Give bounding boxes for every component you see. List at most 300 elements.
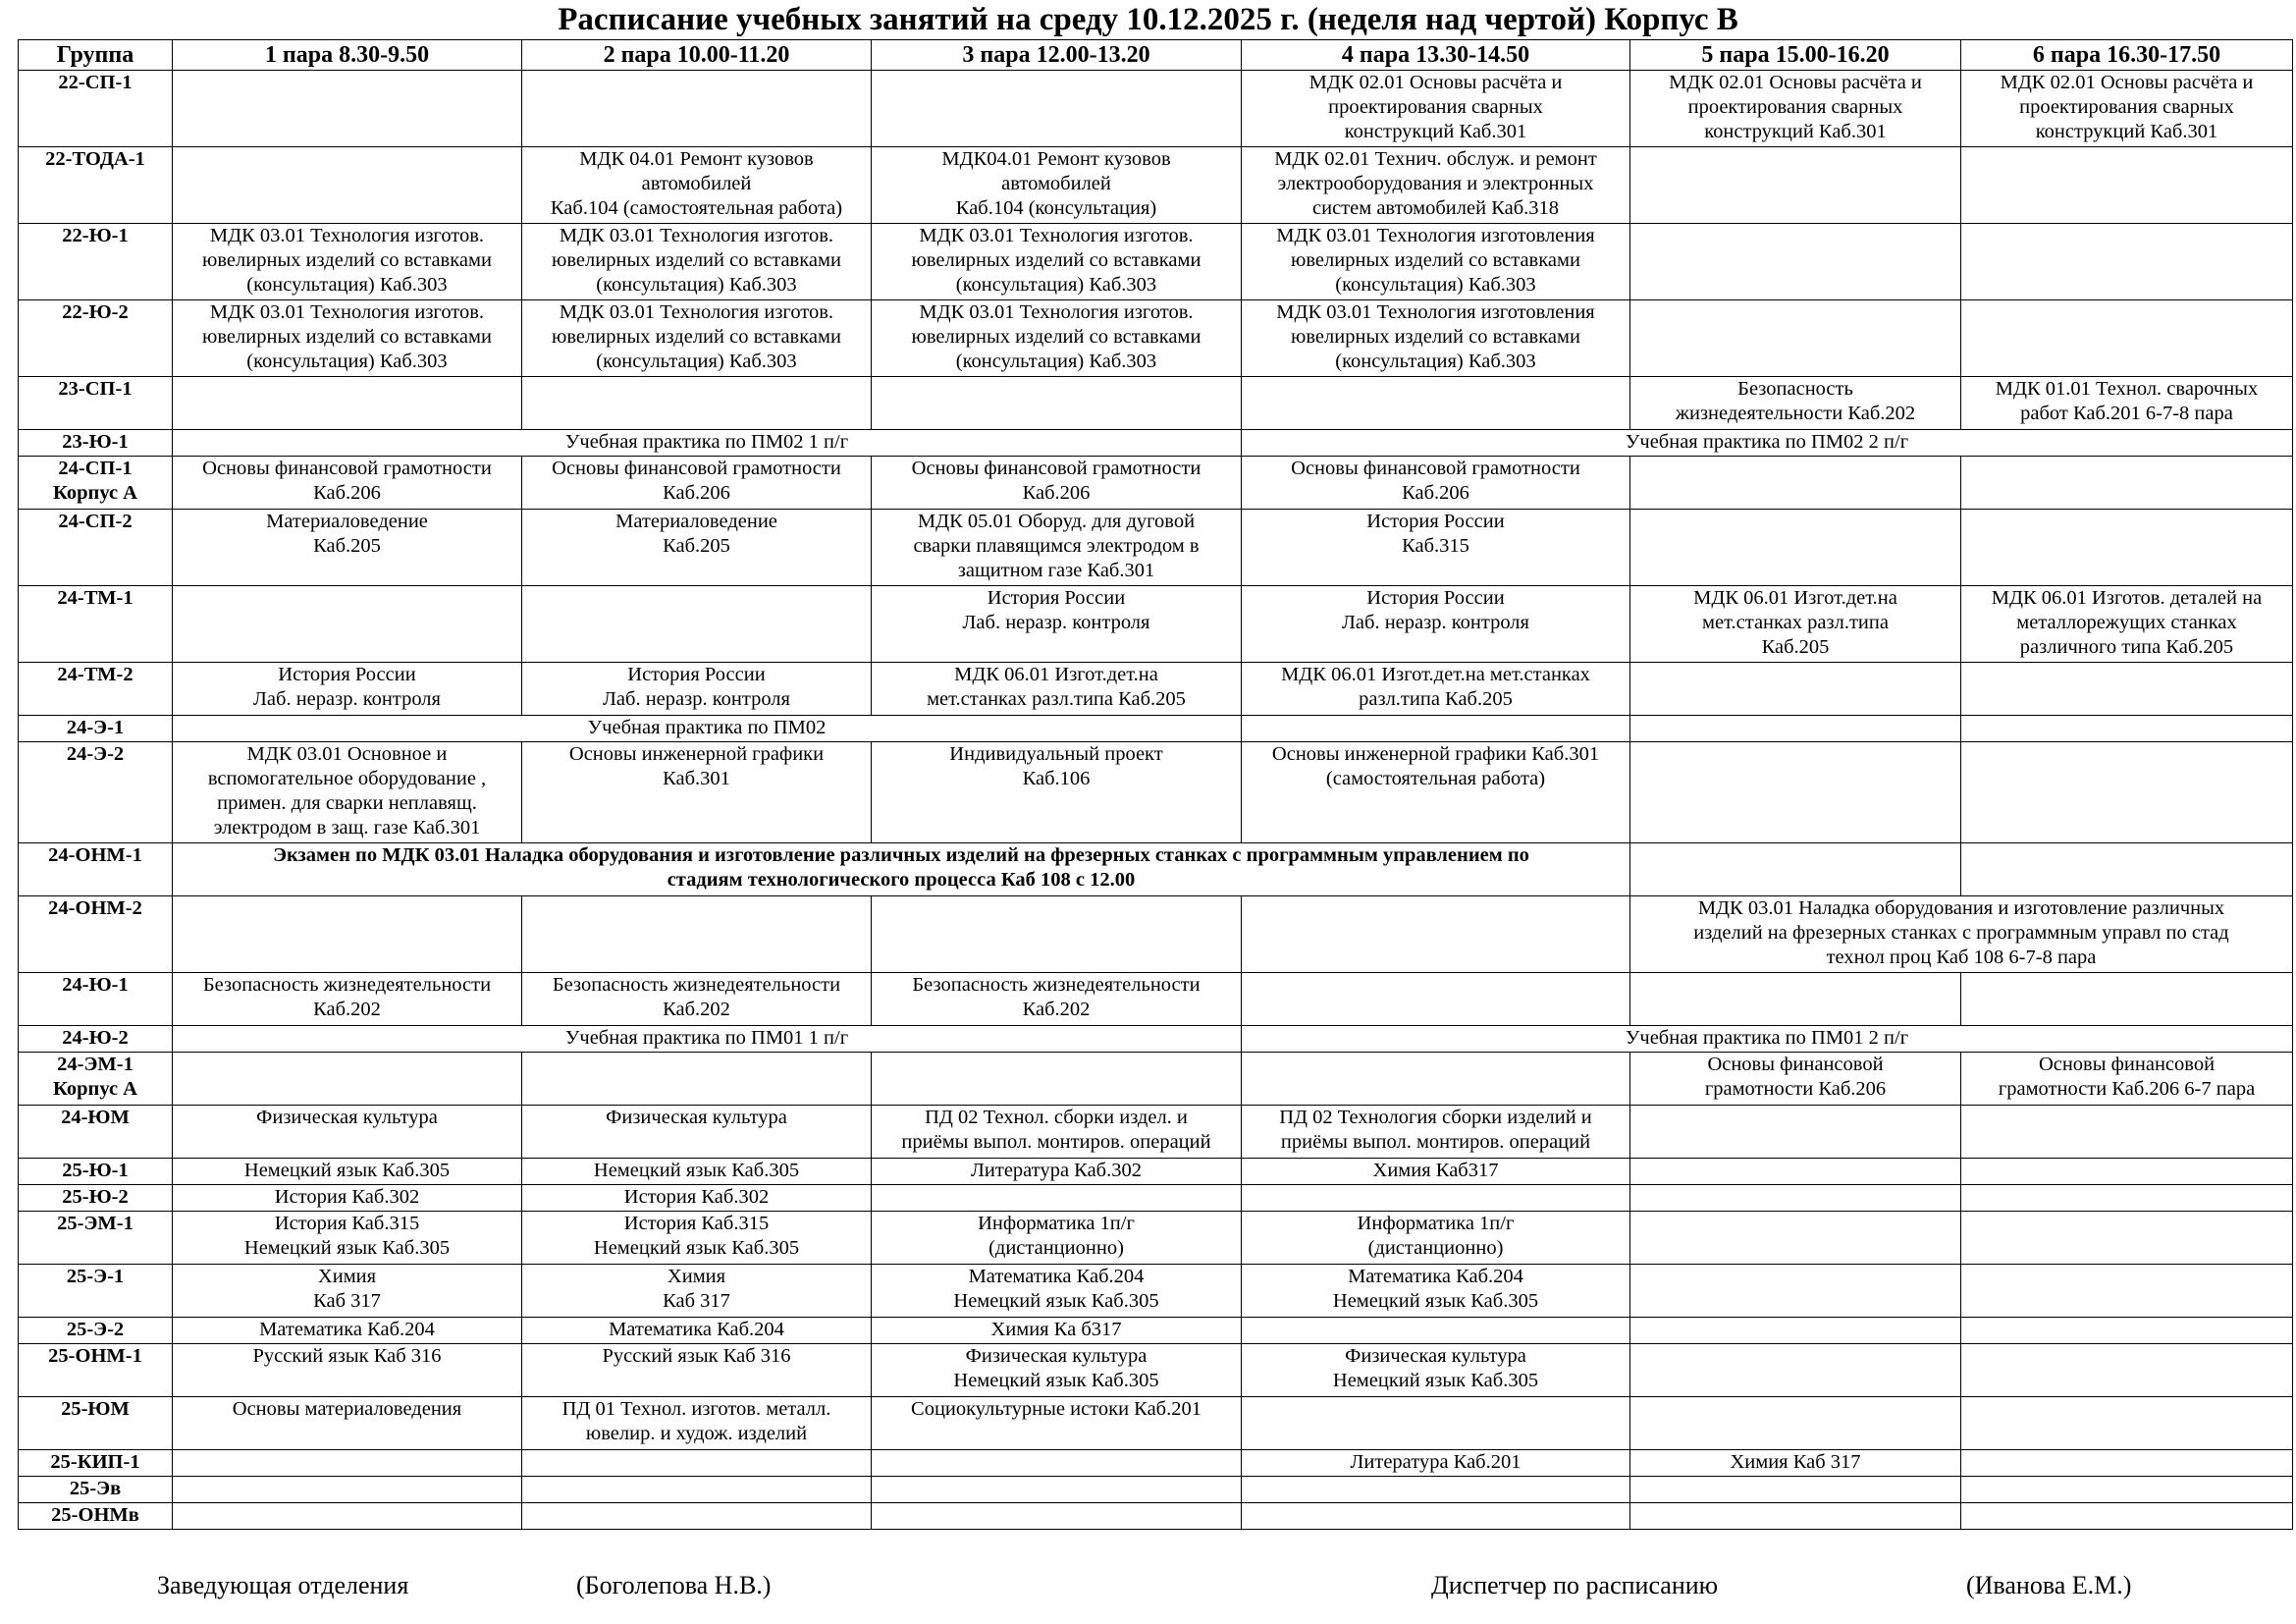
lesson-cell [872,1344,1242,1397]
lesson-text: металлорежущих станках [2016,612,2237,633]
lesson-cell [872,896,1242,973]
schedule-row [19,742,2293,843]
lesson-cell [173,377,522,430]
lesson-cell [173,71,522,147]
lesson-text: Химия [667,1266,726,1287]
group-label: 25-КИП-1 [50,1451,140,1473]
lesson-cell [522,1344,872,1397]
lesson-text: Литература Каб.302 [971,1160,1142,1181]
lesson-text: История Каб.302 [623,1186,770,1208]
group-label: 25-Эв [69,1478,122,1499]
lesson-text: (консультация) Каб.303 [246,351,448,372]
lesson-cell [1242,430,2293,457]
group-label: 25-Ю-2 [62,1186,129,1208]
lesson-text: ювелир. и худож. изделий [585,1423,808,1444]
lesson-text: История Каб.315 [623,1213,770,1234]
lesson-text: МДК 03.01 Технология изготов. [919,225,1194,246]
lesson-cell [872,377,1242,430]
lesson-text: Каб.202 [313,999,381,1020]
lesson-cell [522,1212,872,1265]
group-label: 24-Э-2 [66,743,125,765]
schedule-row [19,1106,2293,1159]
group-cell [19,300,173,377]
lesson-text: Физическая культура [256,1107,438,1128]
lesson-cell [173,457,522,510]
lesson-cell [872,586,1242,663]
lesson-text: ювелирных изделий со вставками [202,249,492,271]
group-cell [19,1106,173,1159]
lesson-text: Каб.206 [1022,482,1091,504]
lesson-cell [522,663,872,716]
lesson-text: Основы финансовой грамотности [552,458,841,479]
lesson-cell [1961,300,2293,377]
schedule-row [19,1397,2293,1450]
lesson-cell [1630,1212,1961,1265]
lesson-cell [522,71,872,147]
lesson-text: изделий на фрезерных станках с программным управл по стад [1693,922,2229,944]
lesson-text: История России [1366,511,1505,532]
lesson-text: МДК 03.01 Технология изготовления [1276,225,1595,246]
lesson-cell [173,973,522,1026]
lesson-text: автомобилей [641,173,752,194]
lesson-cell [522,1318,872,1344]
lesson-text: Основы инженерной графики Каб.301 [1271,743,1600,765]
lesson-text: Математика Каб.204 [1348,1266,1523,1287]
lesson-cell [173,1159,522,1185]
lesson-cell [872,510,1242,586]
lesson-cell [1242,1185,1630,1212]
lesson-text: Безопасность жизнедеятельности [552,974,841,996]
schedule-row [19,71,2293,147]
lesson-text: Информатика 1п/г [1357,1213,1515,1234]
lesson-cell [522,1265,872,1318]
lesson-cell [522,224,872,300]
group-label: 24-ЭМ-1 [57,1054,133,1075]
lesson-text: мет.станках разл.типа Каб.205 [927,688,1186,710]
lesson-cell [173,510,522,586]
schedule-row [19,1503,2293,1530]
header-group: Группа [19,40,173,71]
dispatcher-label: Диспетчер по расписанию [1431,1571,1719,1599]
schedule-row [19,896,2293,973]
group-cell [19,1159,173,1185]
lesson-cell [1961,1265,2293,1318]
lesson-cell [1961,663,2293,716]
lesson-text: работ Каб.201 6-7-8 пара [2020,403,2233,424]
lesson-text: Каб.206 [663,482,730,504]
group-cell [19,663,173,716]
header-period-4: 4 пара 13.30-14.50 [1242,40,1630,71]
lesson-text: ювелирных изделий со вставками [911,249,1201,271]
lesson-cell [1630,147,1961,224]
lesson-text: Основы финансовой [2038,1054,2216,1075]
lesson-text: Немецкий язык Каб.305 [593,1237,800,1259]
lesson-text: Химия Ка б317 [990,1319,1122,1340]
lesson-text: Математика Каб.204 [609,1319,784,1340]
lesson-text: МДК 03.01 Наладка оборудования и изготовление различных [1697,897,2225,919]
lesson-cell [173,1265,522,1318]
lesson-cell [522,1397,872,1450]
lesson-cell [173,1212,522,1265]
lesson-cell [1242,973,1630,1026]
lesson-text: грамотности Каб.206 [1704,1078,1887,1100]
lesson-cell [1242,1397,1630,1450]
group-cell [19,586,173,663]
lesson-cell [1961,510,2293,586]
lesson-text: проектирования сварных [2019,96,2234,118]
group-cell [19,1477,173,1503]
lesson-cell [1630,1450,1961,1477]
lesson-text: жизнедеятельности Каб.202 [1675,403,1916,424]
lesson-cell [1961,224,2293,300]
lesson-cell [522,147,872,224]
lesson-cell [1242,1053,1630,1106]
lesson-cell [173,1450,522,1477]
lesson-cell [1961,1477,2293,1503]
lesson-text: МДК 06.01 Изгот.дет.на [954,664,1158,685]
schedule-row [19,1026,2293,1053]
lesson-cell [173,1185,522,1212]
lesson-text: Учебная практика по ПМ02 2 п/г [1625,431,1909,453]
header-period-3: 3 пара 12.00-13.20 [872,40,1242,71]
lesson-cell [872,1053,1242,1106]
lesson-text: (самостоятельная работа) [1325,768,1546,789]
group-label: Корпус А [53,1078,137,1100]
lesson-cell [1242,1344,1630,1397]
lesson-cell [173,716,1242,742]
header-period-2: 2 пара 10.00-11.20 [522,40,872,71]
header-period-1: 1 пара 8.30-9.50 [173,40,522,71]
group-label: 24-Ю-2 [62,1027,129,1049]
lesson-text: (консультация) Каб.303 [1335,351,1536,372]
lesson-cell [173,1477,522,1503]
lesson-text: приёмы выпол. монтиров. операций [901,1131,1211,1153]
lesson-text: МДК 06.01 Изгот.дет.на [1693,587,1897,609]
lesson-text: МДК 03.01 Технология изготов. [919,301,1194,323]
schedule-row [19,716,2293,742]
schedule-row [19,1053,2293,1106]
schedule-row [19,457,2293,510]
lesson-cell [1242,663,1630,716]
lesson-cell [1242,224,1630,300]
lesson-cell [872,1318,1242,1344]
lesson-text: (дистанционно) [988,1237,1124,1259]
lesson-text: Каб.205 [313,535,381,557]
lesson-cell [1242,71,1630,147]
lesson-cell [1961,843,2293,896]
group-cell [19,224,173,300]
group-cell [19,742,173,843]
lesson-text: конструкций Каб.301 [2035,121,2218,142]
lesson-cell [872,300,1242,377]
lesson-text: История России [627,664,766,685]
lesson-text: Лаб. неразр. контроля [253,688,441,710]
lesson-text: МДК 02.01 Основы расчёта и [2000,72,2254,93]
lesson-text: Лаб. неразр. контроля [962,612,1150,633]
group-label: 24-ЮМ [61,1107,130,1128]
lesson-text: автомобилей [1001,173,1111,194]
lesson-cell [1630,1106,1961,1159]
lesson-text: конструкций Каб.301 [1344,121,1527,142]
lesson-cell [1961,742,2293,843]
lesson-cell [1961,1344,2293,1397]
lesson-text: Немецкий язык Каб.305 [1332,1290,1539,1312]
lesson-text: защитном газе Каб.301 [957,560,1155,581]
lesson-cell [1961,377,2293,430]
schedule-row [19,224,2293,300]
lesson-text: МДК 03.01 Основное и [246,743,448,765]
lesson-cell [522,300,872,377]
lesson-cell [173,1106,522,1159]
header-period-5: 5 пара 15.00-16.20 [1630,40,1961,71]
lesson-text: История России [1366,587,1505,609]
lesson-cell [1242,147,1630,224]
lesson-cell [1630,377,1961,430]
lesson-cell [1630,1053,1961,1106]
lesson-text: (консультация) Каб.303 [596,351,797,372]
group-label: 24-ТМ-2 [57,664,133,685]
lesson-cell [1242,586,1630,663]
lesson-text: (консультация) Каб.303 [596,274,797,296]
group-cell [19,71,173,147]
lesson-cell [872,663,1242,716]
schedule-row [19,1344,2293,1397]
lesson-cell [173,742,522,843]
lesson-cell [1242,1106,1630,1159]
group-label: 24-СП-1 [58,458,133,479]
schedule-row [19,510,2293,586]
lesson-cell [1242,300,1630,377]
lesson-cell [1630,742,1961,843]
lesson-cell [1630,1397,1961,1450]
lesson-text: Математика Каб.204 [968,1266,1145,1287]
lesson-cell [872,1450,1242,1477]
lesson-cell [1630,457,1961,510]
lesson-cell [1630,586,1961,663]
lesson-text: грамотности Каб.206 6-7 пара [1998,1078,2256,1100]
lesson-cell [1242,742,1630,843]
lesson-cell [522,377,872,430]
lesson-cell [173,300,522,377]
group-label: 24-ТМ-1 [57,587,133,609]
lesson-text: Каб.315 [1402,535,1469,557]
lesson-cell [1961,1503,2293,1530]
lesson-text: МДК 06.01 Изготов. деталей на [1991,587,2263,609]
group-label: 24-Ю-1 [62,974,129,996]
lesson-cell [1630,1477,1961,1503]
group-label: 23-СП-1 [58,378,133,400]
lesson-text: Экзамен по МДК 03.01 Наладка оборудования и изготовление различных изделий на фрезерных станках с программным управлением по [273,844,1529,866]
lesson-text: Каб.205 [1761,636,1830,658]
header-period-6: 6 пара 16.30-17.50 [1961,40,2293,71]
lesson-text: Химия Каб317 [1372,1160,1499,1181]
lesson-cell [1242,1503,1630,1530]
lesson-text: Немецкий язык Каб.305 [593,1160,800,1181]
lesson-cell [1242,510,1630,586]
lesson-cell [1961,973,2293,1026]
lesson-text: Основы материаловедения [232,1398,462,1420]
lesson-text: История России [987,587,1126,609]
lesson-text: Немецкий язык Каб.305 [243,1237,451,1259]
group-cell [19,430,173,457]
group-cell [19,1318,173,1344]
group-cell [19,510,173,586]
group-label: 25-Э-1 [66,1266,125,1287]
lesson-cell [872,71,1242,147]
lesson-cell [173,1053,522,1106]
group-label: 25-ЮМ [61,1398,130,1420]
lesson-text: МДК04.01 Ремонт кузовов [941,148,1171,170]
lesson-cell [173,430,1242,457]
schedule-row [19,1185,2293,1212]
lesson-cell [872,147,1242,224]
header-row [19,40,2293,71]
group-label: 25-Ю-1 [62,1160,129,1181]
lesson-text: вспомогательное оборудование , [207,768,487,789]
lesson-cell [522,896,872,973]
lesson-cell [1242,896,1630,973]
lesson-text: Каб.205 [663,535,730,557]
lesson-cell [522,742,872,843]
lesson-text: МДК 02.01 Технич. обслуж. и ремонт [1274,148,1597,170]
group-cell [19,1212,173,1265]
lesson-text: Безопасность жизнедеятельности [912,974,1201,996]
lesson-text: МДК 03.01 Технология изготов. [559,225,834,246]
lesson-text: Каб.206 [313,482,381,504]
lesson-cell [1961,71,2293,147]
schedule-body [19,71,2293,1530]
lesson-cell [872,1265,1242,1318]
group-cell [19,843,173,896]
lesson-text: Индивидуальный проект [949,743,1163,765]
group-label: 25-ОНМ-1 [48,1345,142,1367]
lesson-text: Материаловедение [615,511,777,532]
group-cell [19,896,173,973]
group-cell [19,716,173,742]
lesson-cell [872,1477,1242,1503]
lesson-text: мет.станках разл.типа [1702,612,1889,633]
lesson-text: Учебная практика по ПМ01 2 п/г [1625,1027,1909,1049]
lesson-text: МДК 04.01 Ремонт кузовов [579,148,814,170]
schedule-row [19,1477,2293,1503]
lesson-cell [522,457,872,510]
lesson-cell [522,510,872,586]
group-cell [19,1344,173,1397]
schedule-row [19,147,2293,224]
lesson-cell [522,1185,872,1212]
group-cell [19,1185,173,1212]
lesson-cell [872,1106,1242,1159]
lesson-text: МДК 03.01 Технология изготовления [1276,301,1595,323]
lesson-text: (консультация) Каб.303 [955,274,1157,296]
lesson-text: Немецкий язык Каб.305 [1332,1370,1539,1391]
group-cell [19,377,173,430]
group-label: 22-СП-1 [58,72,133,93]
lesson-text: МДК 05.01 Оборуд. для дуговой [917,511,1196,532]
head-of-department-label: Заведующая отделения [157,1571,409,1599]
lesson-cell [522,1503,872,1530]
lesson-cell [522,1477,872,1503]
lesson-cell [1961,1318,2293,1344]
schedule-row [19,300,2293,377]
lesson-cell [1630,973,1961,1026]
lesson-text: Учебная практика по ПМ01 1 п/г [564,1027,849,1049]
lesson-cell [872,1159,1242,1185]
lesson-cell [1630,896,2293,973]
lesson-text: Каб.202 [663,999,730,1020]
head-of-department-name: (Боголепова Н.В.) [576,1571,772,1599]
lesson-cell [1961,1397,2293,1450]
lesson-text: электрооборудования и электронных [1277,173,1594,194]
lesson-text: ювелирных изделий со вставками [1291,326,1580,348]
lesson-text: Химия [317,1266,377,1287]
lesson-text: (консультация) Каб.303 [955,351,1157,372]
lesson-text: Каб.301 [663,768,730,789]
group-label: 24-ОНМ-2 [48,897,142,919]
lesson-cell [1630,716,1961,742]
lesson-text: МДК 02.01 Основы расчёта и [1669,72,1922,93]
schedule-table [18,39,2293,1530]
lesson-text: (дистанционно) [1367,1237,1504,1259]
lesson-cell [872,1397,1242,1450]
lesson-text: проектирования сварных [1687,96,1903,118]
lesson-text: Каб 317 [663,1290,730,1312]
group-cell [19,1503,173,1530]
lesson-cell [1961,147,2293,224]
lesson-cell [1630,1503,1961,1530]
lesson-text: Химия Каб 317 [1730,1451,1861,1473]
lesson-text: ювелирных изделий со вставками [552,249,841,271]
lesson-cell [1242,1026,2293,1053]
lesson-cell [173,224,522,300]
lesson-text: Информатика 1п/г [978,1213,1135,1234]
lesson-text: Безопасность жизнедеятельности [202,974,492,996]
lesson-cell [1242,377,1630,430]
schedule-row [19,843,2293,896]
lesson-text: Социокультурные истоки Каб.201 [911,1398,1201,1420]
lesson-cell [173,1344,522,1397]
lesson-text: электродом в защ. газе Каб.301 [213,817,481,839]
lesson-text: приёмы выпол. монтиров. операций [1280,1131,1591,1153]
page-title: Расписание учебных занятий на среду 10.12.2025 г. (неделя над чертой) Корпус В [558,2,1738,37]
lesson-text: ювелирных изделий со вставками [1291,249,1580,271]
lesson-text: Основы финансовой [1707,1054,1884,1075]
lesson-text: Основы финансовой грамотности [911,458,1201,479]
lesson-text: ПД 01 Технол. изготов. металл. [561,1398,831,1420]
lesson-cell [872,457,1242,510]
lesson-cell [173,1318,522,1344]
lesson-text: Основы инженерной графики [568,743,825,765]
lesson-cell [1242,1318,1630,1344]
lesson-text: Математика Каб.204 [259,1319,435,1340]
lesson-cell [1961,1450,2293,1477]
lesson-text: Немецкий язык Каб.305 [953,1290,1159,1312]
lesson-cell [522,1159,872,1185]
lesson-text: конструкций Каб.301 [1704,121,1887,142]
lesson-cell [173,663,522,716]
lesson-text: ювелирных изделий со вставками [202,326,492,348]
lesson-text: сварки плавящимся электродом в [913,535,1200,557]
lesson-text: Русский язык Каб 316 [602,1345,791,1367]
lesson-cell [1242,457,1630,510]
group-cell [19,1397,173,1450]
lesson-text: Немецкий язык Каб.305 [953,1370,1159,1391]
lesson-cell [1961,1185,2293,1212]
lesson-cell [1630,300,1961,377]
lesson-text: МДК 02.01 Основы расчёта и [1308,72,1563,93]
lesson-text: МДК 01.01 Технол. сварочных [1995,378,2259,400]
schedule-row [19,377,2293,430]
